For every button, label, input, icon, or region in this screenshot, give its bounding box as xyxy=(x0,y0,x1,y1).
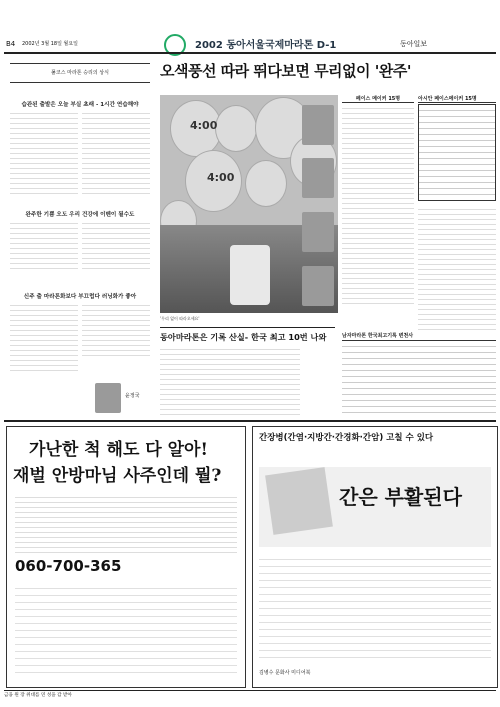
author-photo xyxy=(95,383,121,413)
balloon-timer-1: 4:00 xyxy=(190,119,218,132)
newspaper-name: 동아일보 xyxy=(400,40,428,48)
pacemaker-table xyxy=(418,104,496,201)
ad-right-center: 간은 부활된다 xyxy=(339,485,462,509)
intro-text xyxy=(10,84,150,99)
section-title: 2002 동아서울국제마라톤 D-1 xyxy=(195,40,337,51)
pacemaker-article xyxy=(342,104,414,304)
footer-strip: 금융 원 장 위대를 연 성을 감 받아 xyxy=(4,690,496,703)
right-article xyxy=(418,205,496,330)
ad-phone: 060-700-365 xyxy=(15,557,122,575)
balloon-timer-2: 4:00 xyxy=(207,171,235,184)
ads-divider xyxy=(4,420,496,422)
left-advertisement[interactable] xyxy=(6,426,246,688)
ad-right-banner xyxy=(259,467,491,547)
portrait-1 xyxy=(302,105,334,145)
right-advertisement[interactable] xyxy=(252,426,498,688)
ad-body-text xyxy=(15,493,237,553)
author-name: 윤정국 xyxy=(125,393,140,399)
record-table-title: 남자마라톤 한국최고기록 변천사 xyxy=(342,333,414,339)
side-title: 아시안 페이스메이커 15명 xyxy=(418,95,496,103)
left-subhead-3: 신주 출 마라톤화보다 부끄럽다 러닝화가 좋아 xyxy=(23,294,137,300)
portrait-4 xyxy=(302,266,334,306)
page-label: B4 xyxy=(6,40,16,48)
photo-caption: '무리 없이 따라오세요' xyxy=(160,316,200,321)
ad-headline-2: 재벌 안방마님 사주인데 뭘? xyxy=(13,466,222,486)
ad-right-footer: 김병수 문화사 미디어북 xyxy=(259,670,311,676)
article-column-1 xyxy=(10,109,78,194)
article-column-5 xyxy=(10,301,78,371)
left-box-title: 풀코스 마라톤 승리의 상식 xyxy=(10,63,150,83)
book-cover-icon xyxy=(265,467,333,535)
ad-headline-1: 가난한 척 해도 다 알아! xyxy=(29,440,208,460)
article-column-2 xyxy=(82,109,150,194)
header-divider xyxy=(4,52,496,54)
portrait-2 xyxy=(302,158,334,198)
ad-right-body xyxy=(259,553,491,663)
page-header xyxy=(0,0,500,52)
main-headline: 오색풍선 따라 뛰다보면 무리없이 '완주' xyxy=(160,62,411,80)
record-table xyxy=(342,340,496,416)
left-subhead-1: 습관된 출발은 오늘 부실 초래 - 1시간 연습해야 xyxy=(21,102,139,108)
article-column-4 xyxy=(82,219,150,271)
article-column-3 xyxy=(10,219,78,271)
second-headline: 동아마라톤은 기록 산실- 한국 최고 10번 나와 xyxy=(160,332,327,342)
portrait-3 xyxy=(302,212,334,252)
date-line: 2002년 3월 18일 월요일 xyxy=(22,41,79,47)
ad-footer-lines xyxy=(15,582,237,677)
article-column-6 xyxy=(82,301,150,356)
pacemaker-box-title: 페이스 메이커 15명 xyxy=(342,95,414,103)
divider-1 xyxy=(160,327,335,328)
ad-right-top: 간장병(간염·지방간·간경화·간암) 고칠 수 있다 xyxy=(259,433,434,443)
left-subhead-2: 완주한 기쁨 오도 우리 건강에 이벤이 될수도 xyxy=(25,212,135,218)
record-article xyxy=(160,345,300,415)
